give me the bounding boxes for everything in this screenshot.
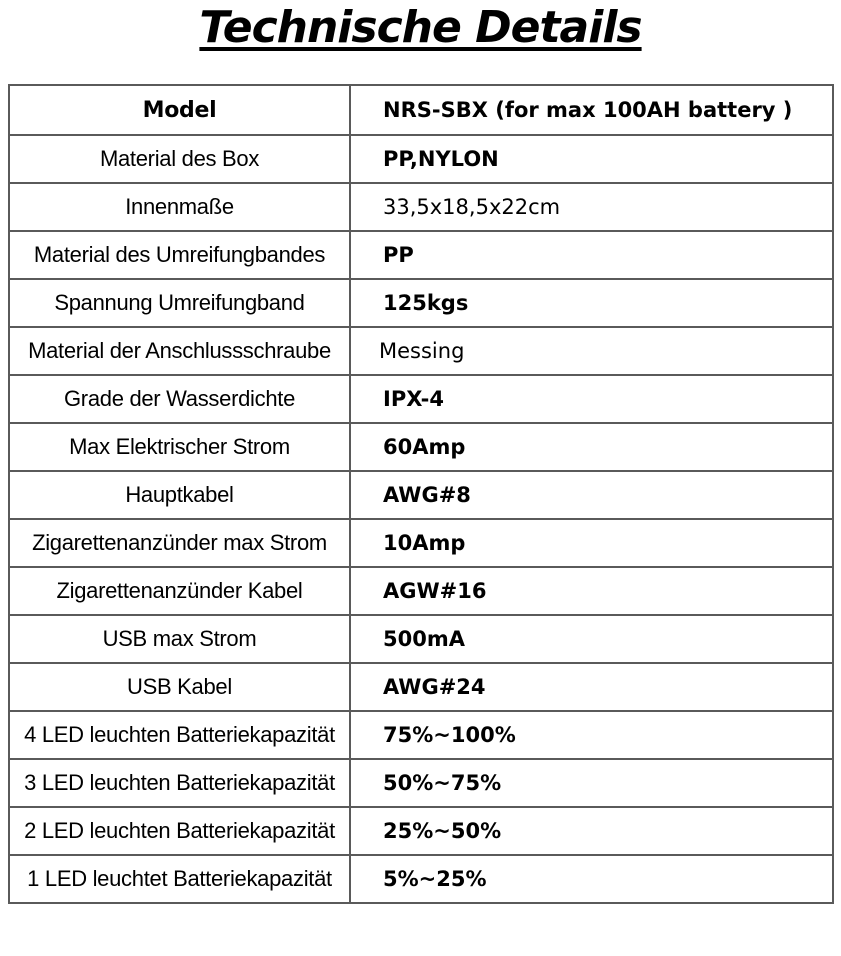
spec-value: PP,NYLON (350, 135, 833, 183)
spec-row (9, 807, 833, 855)
spec-row (9, 615, 833, 663)
page-title-text: Technische Details (199, 2, 642, 53)
spec-value: 500mA (350, 615, 833, 663)
spec-label-model: Model (9, 85, 350, 135)
spec-row (9, 423, 833, 471)
spec-value: 60Amp (350, 423, 833, 471)
spec-value: 50%~75% (350, 759, 833, 807)
spec-label: Zigarettenanzünder Kabel (9, 567, 350, 615)
spec-value: 125kgs (350, 279, 833, 327)
spec-value: AWG#24 (350, 663, 833, 711)
spec-row (9, 279, 833, 327)
spec-label: USB max Strom (9, 615, 350, 663)
spec-row (9, 471, 833, 519)
spec-label: Hauptkabel (9, 471, 350, 519)
spec-table (8, 84, 834, 904)
spec-value: 10Amp (350, 519, 833, 567)
spec-value: 33,5x18,5x22cm (350, 183, 833, 231)
spec-value: Messing (350, 327, 833, 375)
spec-label: Spannung Umreifungband (9, 279, 350, 327)
spec-value: AGW#16 (350, 567, 833, 615)
spec-value: 75%~100% (350, 711, 833, 759)
spec-label: 2 LED leuchten Batteriekapazität (9, 807, 350, 855)
spec-value: PP (350, 231, 833, 279)
spec-row (9, 759, 833, 807)
spec-label: Grade der Wasserdichte (9, 375, 350, 423)
spec-label: Material des Box (9, 135, 350, 183)
spec-row (9, 711, 833, 759)
spec-value: 5%~25% (350, 855, 833, 903)
spec-row (9, 375, 833, 423)
spec-header-row (9, 85, 833, 135)
spec-value: IPX-4 (350, 375, 833, 423)
spec-value: AWG#8 (350, 471, 833, 519)
spec-label: Material des Umreifungbandes (9, 231, 350, 279)
spec-row (9, 183, 833, 231)
spec-label: 3 LED leuchten Batteriekapazität (9, 759, 350, 807)
spec-row (9, 231, 833, 279)
spec-label: Material der Anschlussschraube (9, 327, 350, 375)
spec-row (9, 135, 833, 183)
page-title (0, 0, 841, 64)
spec-row (9, 327, 833, 375)
spec-row (9, 567, 833, 615)
spec-label: Innenmaße (9, 183, 350, 231)
spec-label: 4 LED leuchten Batteriekapazität (9, 711, 350, 759)
spec-label: USB Kabel (9, 663, 350, 711)
spec-row (9, 519, 833, 567)
spec-value: 25%~50% (350, 807, 833, 855)
spec-label: Zigarettenanzünder max Strom (9, 519, 350, 567)
spec-value-model: NRS-SBX (for max 100AH battery ) (350, 85, 833, 135)
spec-label: Max Elektrischer Strom (9, 423, 350, 471)
spec-row (9, 663, 833, 711)
spec-label: 1 LED leuchtet Batteriekapazität (9, 855, 350, 903)
spec-row (9, 855, 833, 903)
